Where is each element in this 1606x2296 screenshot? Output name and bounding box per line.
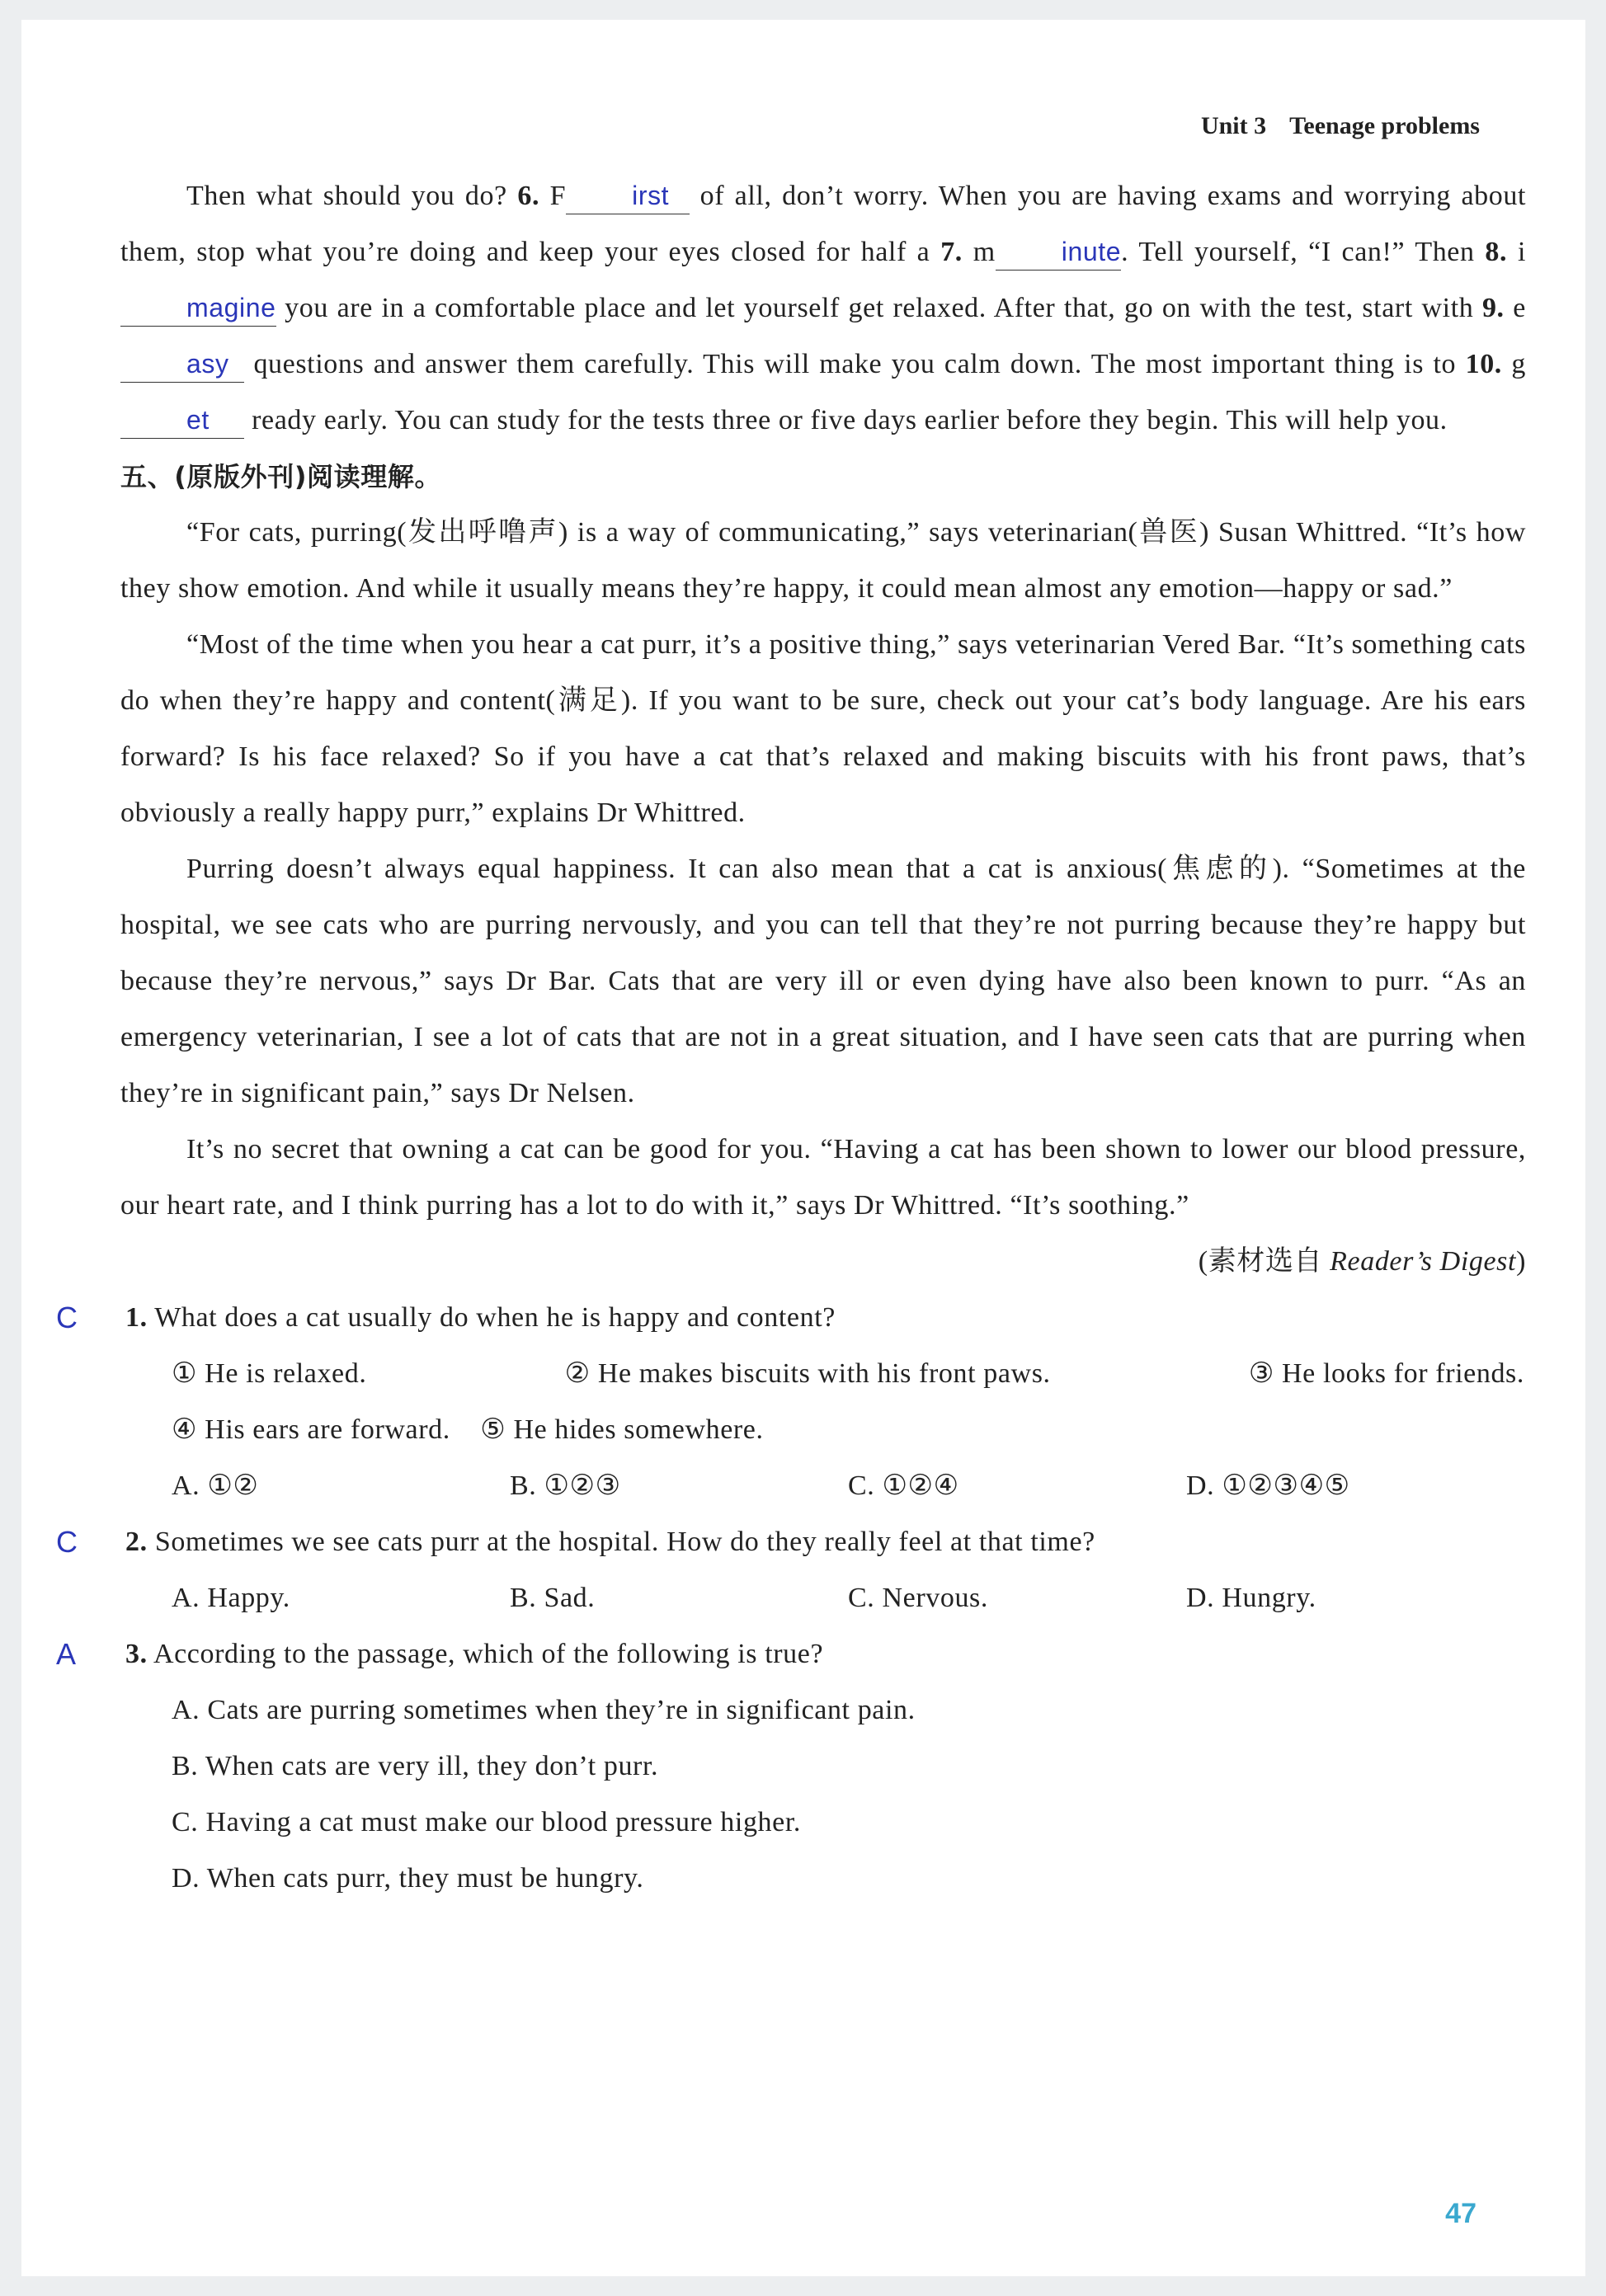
option-a[interactable]: A. Cats are purring sometimes when they’re in significant pain. bbox=[172, 1695, 916, 1725]
passage-paragraph: “For cats, purring(发出呼噜声) is a way of communicating,” says veterinarian(兽医) Susan Whittred. “It’s how they show emotion. And while it usually means they’re happy, it could mean almost any emotion—happy or sad.” bbox=[120, 517, 1526, 604]
option-b[interactable]: B. When cats are very ill, they don’t purr. bbox=[172, 1751, 659, 1781]
handwritten-answer: C bbox=[56, 1525, 78, 1559]
option-a[interactable]: A. Happy. bbox=[172, 1583, 290, 1613]
option-c[interactable]: C. Nervous. bbox=[848, 1583, 988, 1613]
running-header: Unit 3 Teenage problems bbox=[1200, 112, 1480, 139]
blank-8[interactable]: magine bbox=[120, 290, 276, 327]
option-b[interactable]: B. Sad. bbox=[510, 1583, 596, 1613]
blank-6[interactable]: irst bbox=[566, 178, 690, 214]
handwritten-answer: A bbox=[56, 1637, 77, 1671]
passage-paragraph: Purring doesn’t always equal happiness. It can also mean that a cat is anxious(焦虑的). “Sometimes at the hospital, we see cats who are purring nervously, and you can tell that they’re not purring because they’re happy but because they’re nervous,” says Dr Bar. Cats that are very ill or even dying have also been known to purr. “As an emergency veterinarian, I see a lot of cats that are not in a great situation, and I have seen cats that are purring when they’re in significant pain,” says Dr Nelsen. bbox=[120, 854, 1526, 1108]
passage-paragraph: It’s no secret that owning a cat can be good for you. “Having a cat has been shown to lower our blood pressure, our heart rate, and I think purring has a lot to do with it,” says Dr Whittred. “It’s soothing.” bbox=[120, 1134, 1526, 1221]
question-3: A 3. According to the passage, which of the following is true? A. Cats are purring sometimes when they’re in significant pain. B. When cats are very ill, they don’t purr. C. Having a cat must make our blood pressure higher. D. When cats purr, they must be hungry. bbox=[120, 1626, 1526, 1907]
option-b[interactable]: B. ①②③ bbox=[510, 1470, 621, 1501]
option-d[interactable]: D. When cats purr, they must be hungry. bbox=[172, 1863, 644, 1894]
question-1: C 1. What does a cat usually do when he is happy and content? ① He is relaxed. ② He makes biscuits with his front paws. ③ He looks for friends. ④ His ears are forward. ⑤ He hides somewhere. A. ①② B. ①②③ C. ①②④ D. ①②③④⑤ bbox=[120, 1290, 1526, 1514]
blank-9[interactable]: asy bbox=[120, 346, 244, 383]
blank-7[interactable]: inute bbox=[996, 234, 1121, 271]
option-a[interactable]: A. ①② bbox=[172, 1470, 259, 1501]
question-2: C 2. Sometimes we see cats purr at the hospital. How do they really feel at that time? A. Happy. B. Sad. C. Nervous. D. Hungry. bbox=[120, 1514, 1526, 1626]
source-citation: (素材选自 Reader’s Digest) bbox=[1198, 1246, 1526, 1277]
passage-paragraph: “Most of the time when you hear a cat purr, it’s a positive thing,” says veterinarian Vered Bar. “It’s something cats do when they’re happy and content(满足). If you want to be sure, check out your cat’s body language. Are his ears forward? Is his face relaxed? So if you have a cat that’s relaxed and making biscuits with his front paws, that’s obviously a really happy purr,” explains Dr Whittred. bbox=[120, 629, 1526, 828]
blank-10[interactable]: et bbox=[120, 402, 244, 439]
section-title: 五、(原版外刊)阅读理解。 bbox=[120, 461, 442, 492]
option-d[interactable]: D. ①②③④⑤ bbox=[1186, 1470, 1350, 1501]
cloze-paragraph: Then what should you do? 6. F irst of all, don’t worry. When you are having exams and worrying about them, stop what you’re doing and keep your eyes closed for half a 7. m inute. Tell yourself, “I can!” Then 8. imagine you are in a comfortable place and let yourself get relaxed. After that, go on with the test, start with 9. easy questions and answer them carefully. This will make you calm down. The most important thing is to 10. get ready early. You can study for the tests three or five days earlier before they begin. This will help you. bbox=[120, 168, 1526, 449]
answer-options bbox=[125, 1570, 1526, 1626]
option-c[interactable]: C. Having a cat must make our blood pressure higher. bbox=[172, 1807, 801, 1837]
page-number: 47 bbox=[1445, 2198, 1476, 2229]
handwritten-answer: C bbox=[56, 1301, 78, 1334]
content bbox=[56, 168, 1526, 1907]
sub-options: ④ His ears are forward. ⑤ He hides somewhere. bbox=[172, 1414, 764, 1445]
sub-options: ① He is relaxed. ② He makes biscuits with his front paws. ③ He looks for friends. bbox=[172, 1358, 1524, 1389]
option-d[interactable]: D. Hungry. bbox=[1186, 1583, 1316, 1613]
option-c[interactable]: C. ①②④ bbox=[848, 1470, 959, 1501]
page bbox=[21, 20, 1585, 2276]
answer-options bbox=[125, 1458, 1526, 1514]
